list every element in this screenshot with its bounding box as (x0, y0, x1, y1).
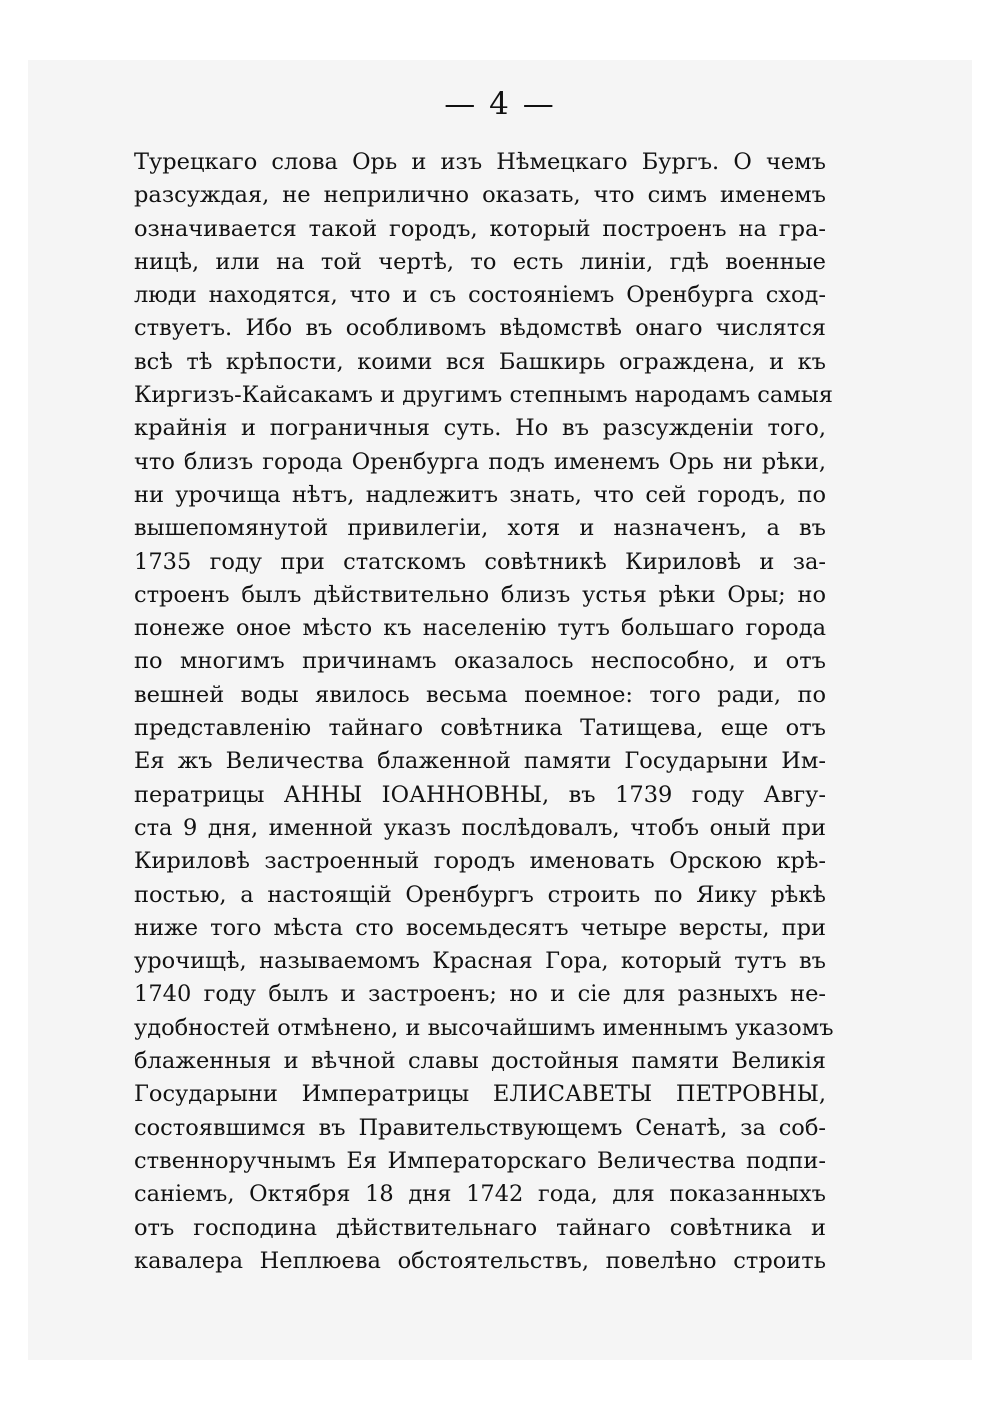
text-line: Ея жъ Величества блаженной памяти Государыни Им- (134, 748, 826, 775)
text-line: ста 9 дня, именной указъ послѣдовалъ, чтобъ оный при (134, 814, 826, 841)
text-line: саніемъ, Октября 18 дня 1742 года, для показанныхъ (134, 1181, 826, 1208)
text-line: ницѣ, или на той чертѣ, то есть линіи, гдѣ военные (134, 248, 826, 275)
text-line: ператрицы АННЫ ІОАННОВНЫ, въ 1739 году Авгу- (134, 781, 826, 808)
page-number: — 4 — (444, 86, 556, 122)
text-line: кавалера Неплюева обстоятельствъ, повелѣно строить (134, 1247, 826, 1274)
text-line: 1735 году при статскомъ совѣтникѣ Кириловѣ и за- (134, 548, 826, 575)
text-line: урочищѣ, называемомъ Красная Гора, который тутъ въ (134, 948, 826, 975)
text-line: разсуждая, не неприлично оказать, что симъ именемъ (134, 182, 826, 209)
text-line: Кириловѣ застроенный городъ именовать Орскою крѣ- (134, 848, 826, 875)
text-line: состоявшимся въ Правительствующемъ Сенатѣ, за соб- (134, 1114, 826, 1141)
text-line: строенъ былъ дѣйствительно близъ устья рѣки Оры; но (134, 581, 826, 608)
text-line: блаженныя и вѣчной славы достойныя памяти Великія (134, 1048, 826, 1075)
text-line: понеже оное мѣсто къ населенію тутъ большаго города (134, 615, 826, 642)
text-line: означивается такой городъ, который построенъ на гра- (134, 215, 826, 242)
text-line: что близъ города Оренбурга подъ именемъ Орь ни рѣки, (134, 448, 826, 475)
text-line: всѣ тѣ крѣпости, коими вся Башкирь ограждена, и къ (134, 348, 826, 375)
body-text (134, 146, 834, 1278)
text-line: по многимъ причинамъ оказалось неспособно, и отъ (134, 648, 826, 675)
text-line: отъ господина дѣйствительнаго тайнаго совѣтника и (134, 1214, 826, 1241)
text-line: ственноручнымъ Ея Императорскаго Величества подпи- (134, 1147, 826, 1174)
text-line: Киргизъ-Кайсакамъ и другимъ степнымъ народамъ самыя (134, 382, 833, 409)
text-line: Государыни Императрицы ЕЛИСАВЕТЫ ПЕТРОВНЫ, (134, 1081, 826, 1108)
text-line: удобностей отмѣнено, и высочайшимъ именнымъ указомъ (134, 1014, 834, 1041)
text-line: крайнія и пограничныя суть. Но въ разсужденіи того, (134, 415, 826, 442)
text-line: ниже того мѣста сто восемьдесятъ четыре версты, при (134, 914, 826, 941)
text-line: постью, а настоящій Оренбургъ строить по Яику рѣкѣ (134, 881, 826, 908)
text-line: Турецкаго слова Орь и изъ Нѣмецкаго Бургъ. О чемъ (134, 149, 826, 175)
text-line: 1740 году былъ и застроенъ; но и сіе для разныхъ не- (134, 981, 826, 1008)
text-line: ни урочища нѣтъ, надлежитъ знать, что сей городъ, по (134, 481, 826, 508)
text-line: ствуетъ. Ибо въ особливомъ вѣдомствѣ онаго числятся (134, 315, 826, 342)
text-line: вешней воды явилось весьма поемное: того ради, по (134, 681, 826, 708)
text-line: люди находятся, что и съ состояніемъ Оренбурга сход- (134, 282, 826, 309)
text-line: представленію тайнаго совѣтника Татищева, еще отъ (134, 715, 826, 742)
text-line: вышепомянутой привилегіи, хотя и назначенъ, а въ (134, 515, 826, 542)
